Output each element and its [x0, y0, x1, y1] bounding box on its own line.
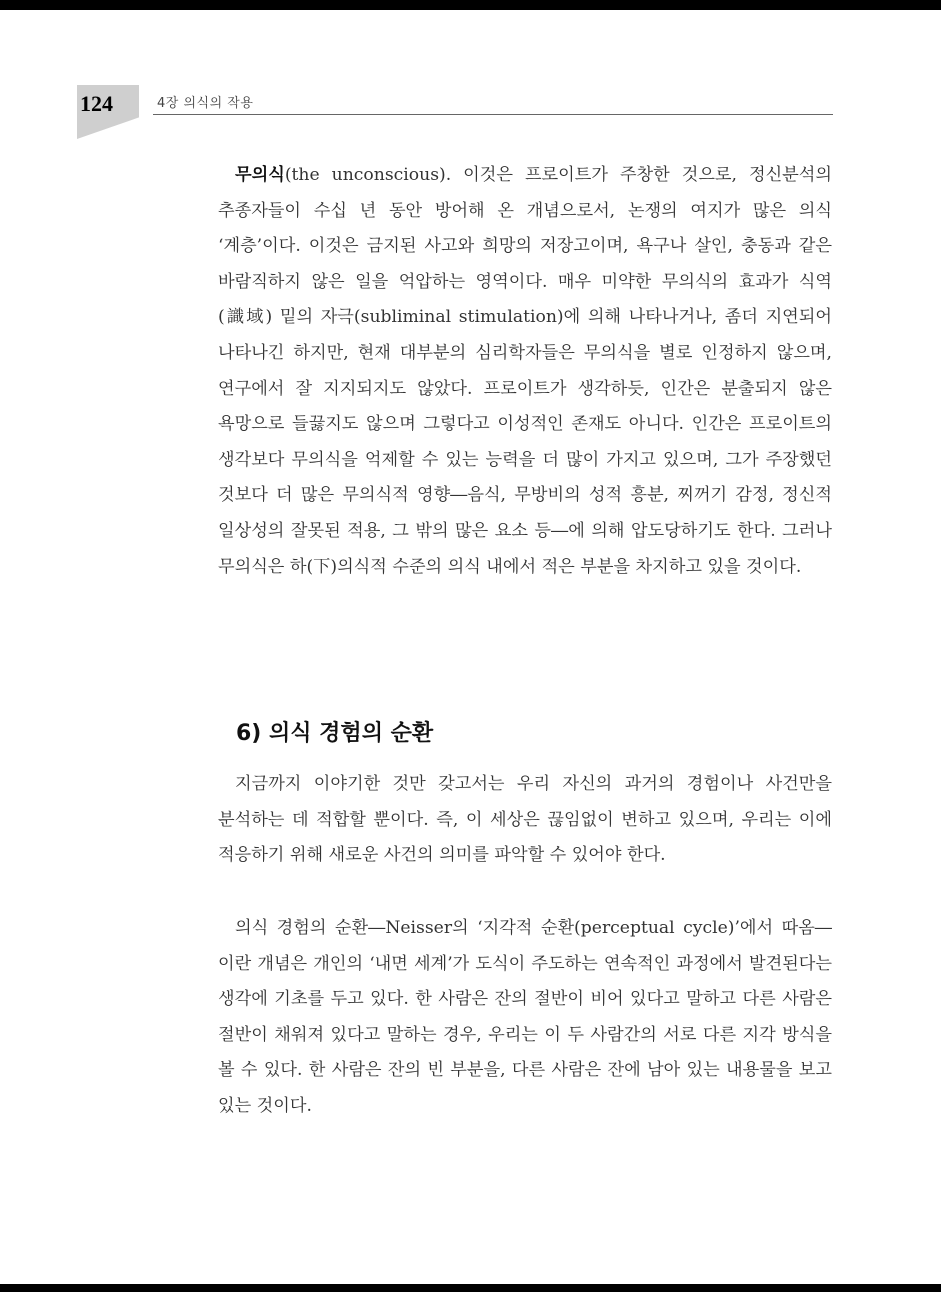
paragraph-perceptual-cycle [218, 911, 832, 1125]
top-border [0, 0, 941, 10]
paragraph-intro-text: 지금까지 이야기한 것만 갖고서는 우리 자신의 과거의 경험이나 사건만을 분석하는 데 적합할 뿐이다. 즉, 이 세상은 끊임없이 변하고 있으며, 우리는 이에 적응하기 위해 새로운 사건의 의미를 파악할 수 있어야 한다. [218, 774, 832, 866]
bottom-border [0, 1284, 941, 1292]
term-unconscious: 무의식 [235, 165, 285, 185]
paragraph-intro [218, 767, 832, 874]
section-heading: 6) 의식 경험의 순환 [236, 721, 434, 746]
paragraph-unconscious-text: (the unconscious). 이것은 프로이트가 주창한 것으로, 정신분석의 추종자들이 수십 년 동안 방어해 온 개념으로서, 논쟁의 여지가 많은 의식 ‘계층’이다. 이것은 금지된 사고와 희망의 저장고이며, 욕구나 살인, 충동과 같은 바람직하지 않은 일을 억압하는 영역이다. 매우 미약한 무의식의 효과가 식역(識域) 밑의 자극(subliminal stimulation)에 의해 나타나거나, 좀더 지연되어 나타나긴 하지만, 현재 대부분의 심리학자들은 무의식을 별로 인정하지 않으며, 연구에서 잘 지지되지도 않았다. 프로이트가 생각하듯, 인간은 분출되지 않은 욕망으로 들끓지도 않으며 그렇다고 이성적인 존재도 아니다. 인간은 프로이트의 생각보다 무의식을 억제할 수 있는 능력을 더 많이 가지고 있으며, 그가 주장했던 것보다 더 많은 무의식적 영향―음식, 무방비의 성적 흥분, 찌꺼기 감정, 정신적 일상성의 잘못된 적용, 그 밖의 많은 요소 등―에 의해 압도당하기도 한다. 그러나 무의식은 하(下)의식적 수준의 의식 내에서 적은 부분을 차지하고 있을 것이다. [218, 165, 832, 577]
paragraph-perceptual-cycle-text: 의식 경험의 순환―Neisser의 ‘지각적 순환(perceptual cycle)’에서 따옴―이란 개념은 개인의 ‘내면 세계’가 도식이 주도하는 연속적인 과정에서 발견된다는 생각에 기초를 두고 있다. 한 사람은 잔의 절반이 비어 있다고 말하고 다른 사람은 절반이 채워져 있다고 말하는 경우, 우리는 이 두 사람간의 서로 다른 지각 방식을 볼 수 있다. 한 사람은 잔의 빈 부분을, 다른 사람은 잔에 남아 있는 내용물을 보고 있는 것이다. [218, 918, 832, 1116]
page-number: 124 [80, 91, 113, 116]
running-head: 4장 의식의 작용 [157, 96, 254, 111]
header-rule [153, 114, 833, 115]
paragraph-unconscious [218, 158, 832, 585]
